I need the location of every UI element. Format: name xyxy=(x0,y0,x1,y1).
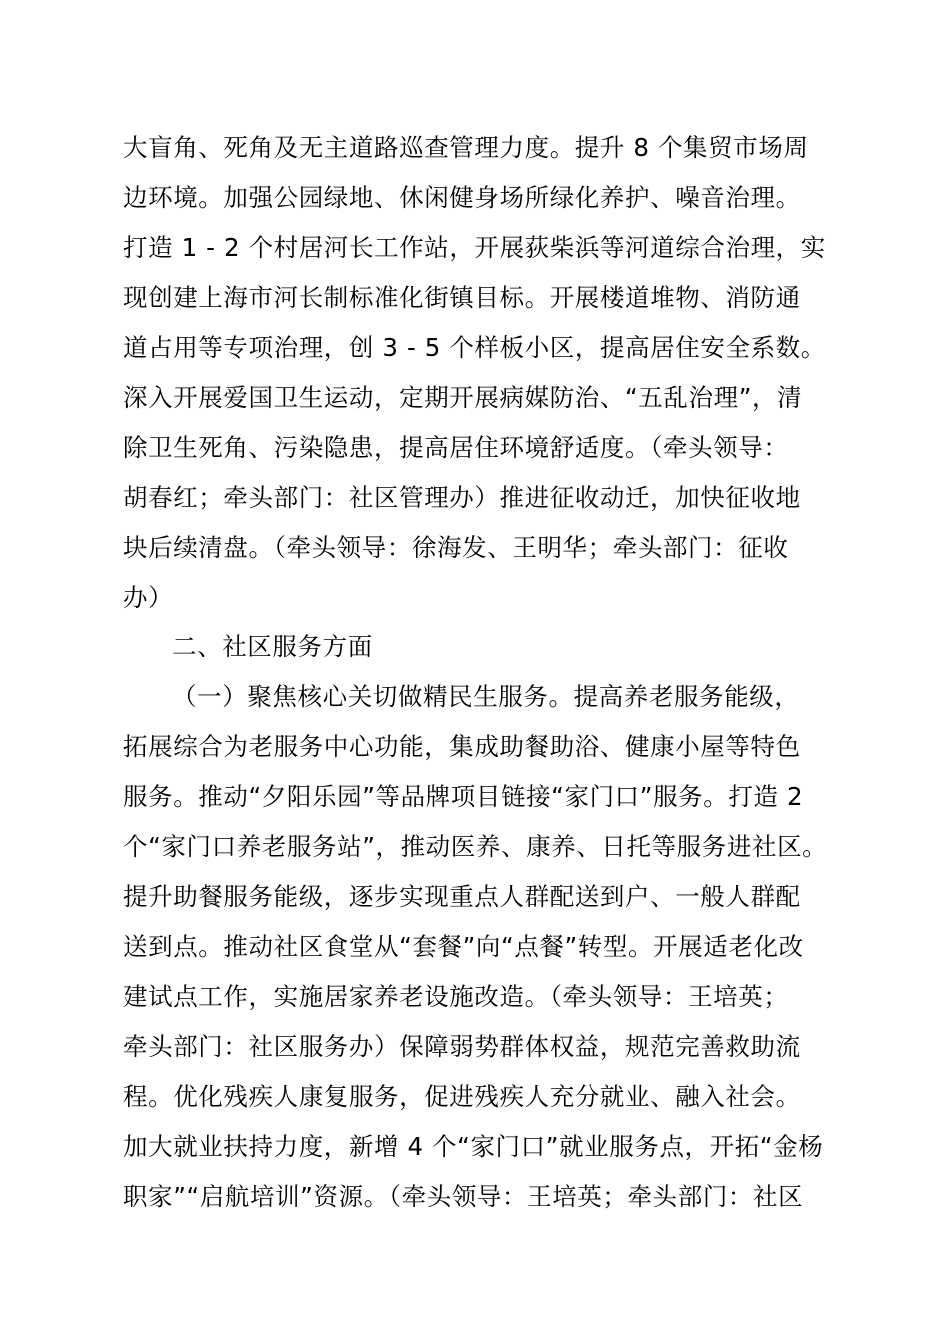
body-text-line: 块后续清盘。（牵头领导：徐海发、王明华；牵头部门：征收 xyxy=(123,533,789,562)
body-text-line: 大盲角、死角及无主道路巡查管理力度。提升 8 个集贸市场周 xyxy=(123,133,809,162)
body-text-line: 职家”“启航培训”资源。（牵头领导：王培英；牵头部门：社区 xyxy=(123,1182,804,1211)
body-text-line: 送到点。推动社区食堂从“套餐”向“点餐”转型。开展适老化改 xyxy=(123,932,804,961)
body-text-line: 个“家门口养老服务站”，推动医养、康养、日托等服务进社区。 xyxy=(123,832,828,861)
body-text-line: 提升助餐服务能级，逐步实现重点人群配送到户、一般人群配 xyxy=(123,882,801,911)
body-text-line: 现创建上海市河长制标准化街镇目标。开展楼道堆物、消防通 xyxy=(123,283,801,312)
section-heading: 二、社区服务方面 xyxy=(172,632,373,661)
body-text-line: 深入开展爱国卫生运动，定期开展病媒防治、“五乱治理”，清 xyxy=(123,383,803,412)
body-text-line: 边环境。加强公园绿地、休闲健身场所绿化养护、噪音治理。 xyxy=(123,183,801,212)
body-text-line: 除卫生死角、污染隐患，提高居住环境舒适度。（牵头领导： xyxy=(123,433,789,462)
body-text-line: 打造 1 - 2 个村居河长工作站，开展荻柴浜等河道综合治理，实 xyxy=(123,233,826,262)
subsection-paragraph-start: （一）聚焦核心关切做精民生服务。提高养老服务能级， xyxy=(172,682,800,711)
body-text-line: 程。优化残疾人康复服务，促进残疾人充分就业、融入社会。 xyxy=(123,1082,801,1111)
body-text-line: 办） xyxy=(123,583,174,612)
body-text-line: 拓展综合为老服务中心功能，集成助餐助浴、健康小屋等特色 xyxy=(123,732,801,761)
body-text-line: 服务。推动“夕阳乐园”等品牌项目链接“家门口”服务。打造 2 xyxy=(123,782,804,811)
body-text-line: 加大就业扶持力度，新增 4 个“家门口”就业服务点，开拓“金杨 xyxy=(123,1132,824,1161)
body-text-line: 牵头部门：社区服务办）保障弱势群体权益，规范完善救助流 xyxy=(123,1032,801,1061)
body-text-line: 建试点工作，实施居家养老设施改造。（牵头领导：王培英； xyxy=(123,982,789,1011)
body-text-line: 胡春红；牵头部门：社区管理办）推进征收动迁，加快征收地 xyxy=(123,483,801,512)
body-text-line: 道占用等专项治理，创 3 - 5 个样板小区，提高居住安全系数。 xyxy=(123,333,826,362)
